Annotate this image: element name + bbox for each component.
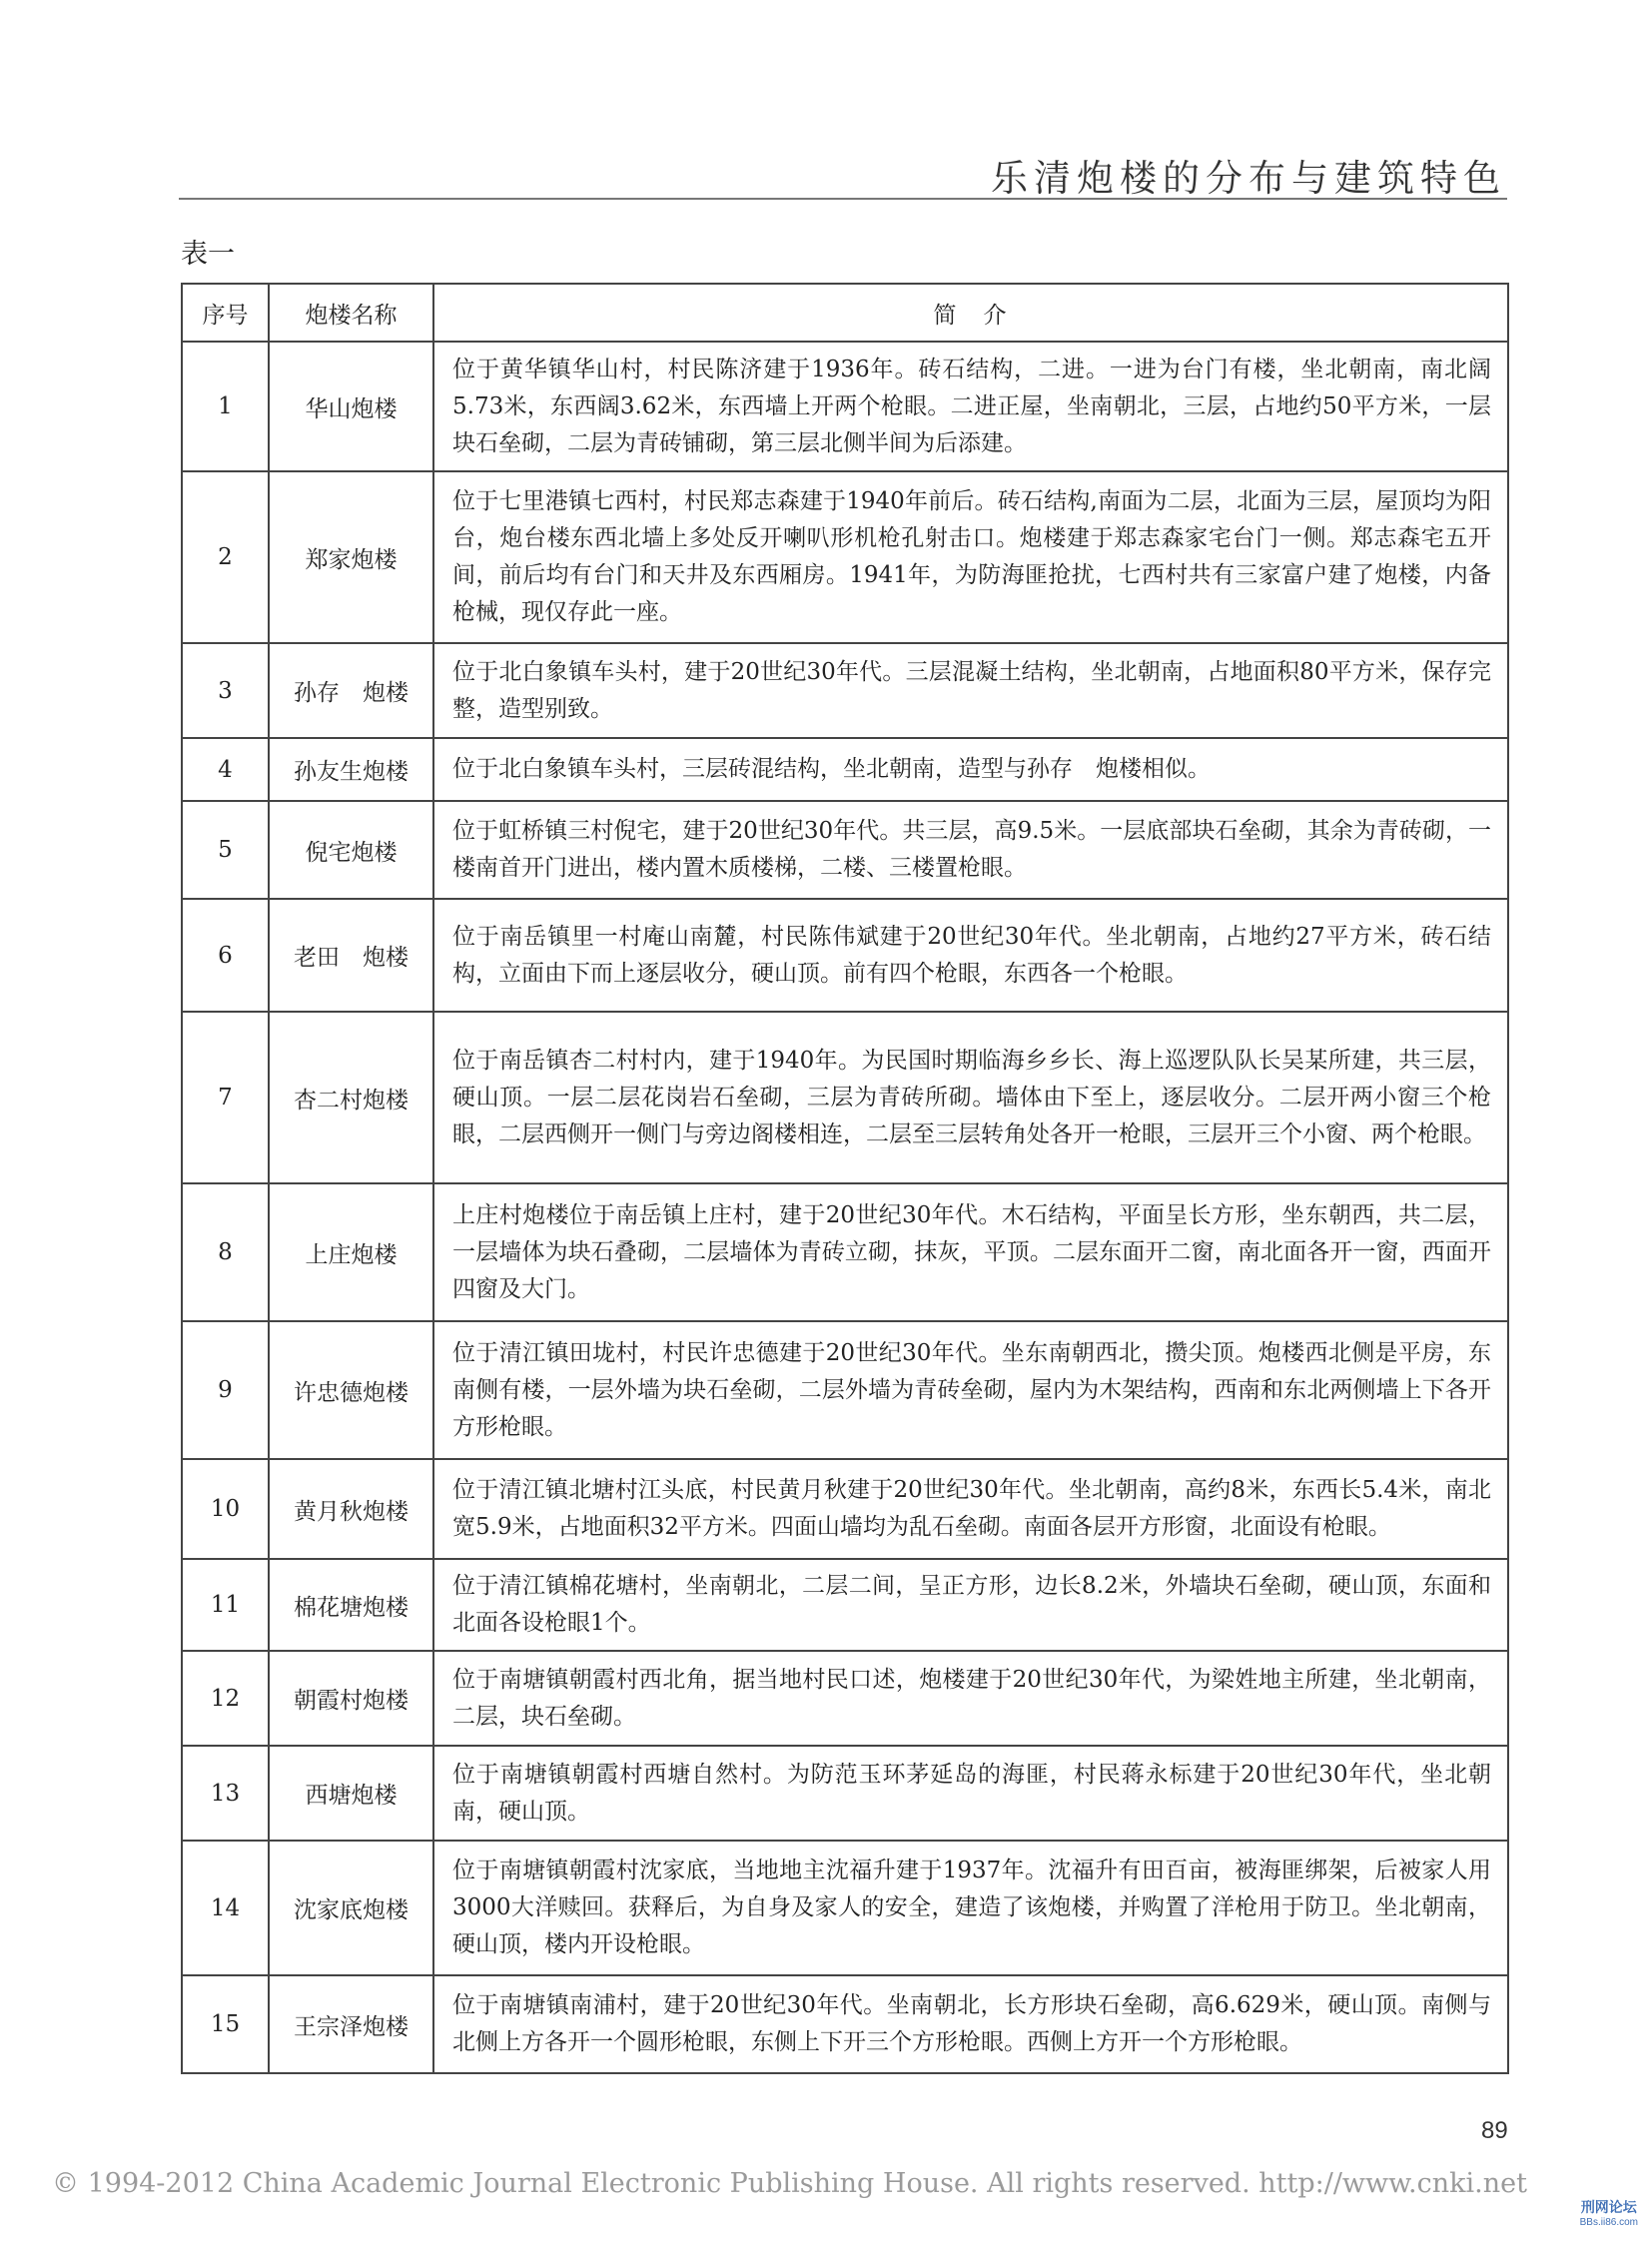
table-row (182, 1559, 1508, 1651)
table-row (182, 738, 1508, 801)
row-description: 位于南塘镇朝霞村西塘自然村。为防范玉环茅延岛的海匪，村民蒋永标建于20世纪30年代，坐北朝南，硬山顶。 (433, 1746, 1508, 1841)
row-description: 位于清江镇北塘村江头底，村民黄月秋建于20世纪30年代。坐北朝南，高约8米，东西长5.4米，南北宽5.9米，占地面积32平方米。四面山墙均为乱石垒砌。南面各层开方形窗，北面设有枪眼。 (433, 1459, 1508, 1559)
row-number: 11 (182, 1559, 269, 1651)
row-description: 位于虹桥镇三村倪宅，建于20世纪30年代。共三层，高9.5米。一层底部块石垒砌，其余为青砖砌，一楼南首开门进出，楼内置木质楼梯，二楼、三楼置枪眼。 (433, 801, 1508, 899)
row-name: 黄月秋炮楼 (269, 1459, 433, 1559)
row-name: 倪宅炮楼 (269, 801, 433, 899)
row-number: 6 (182, 899, 269, 1012)
watermark-line-2: BBs.ii86.com (1579, 2217, 1638, 2228)
row-number: 13 (182, 1746, 269, 1841)
table-row (182, 471, 1508, 643)
row-name: 华山炮楼 (269, 342, 433, 471)
row-description: 位于北白象镇车头村，三层砖混结构，坐北朝南，造型与孙存 炮楼相似。 (433, 738, 1508, 801)
paotou-table (181, 283, 1509, 2074)
table-row (182, 1183, 1508, 1321)
row-description: 位于南岳镇杏二村村内，建于1940年。为民国时期临海乡乡长、海上巡逻队队长吴某所建，共三层，硬山顶。一层二层花岗岩石垒砌，三层为青砖所砌。墙体由下至上，逐层收分。二层开两小窗三个枪眼，二层西侧开一侧门与旁边阁楼相连，二层至三层转角处各开一枪眼，三层开三个小窗、两个枪眼。 (433, 1012, 1508, 1183)
row-name: 棉花塘炮楼 (269, 1559, 433, 1651)
row-number: 9 (182, 1321, 269, 1459)
row-name: 郑家炮楼 (269, 471, 433, 643)
row-number: 3 (182, 643, 269, 738)
row-description: 位于清江镇田垅村，村民许忠德建于20世纪30年代。坐东南朝西北，攒尖顶。炮楼西北侧是平房，东南侧有楼，一层外墙为块石垒砌，二层外墙为青砖垒砌，屋内为木架结构，西南和东北两侧墙上下各开方形枪眼。 (433, 1321, 1508, 1459)
row-number: 10 (182, 1459, 269, 1559)
page-number: 89 (1481, 2117, 1508, 2144)
footer-copyright: © 1994-2012 China Academic Journal Electronic Publishing House. All rights reserved. http://www.cnki.net (52, 2168, 1527, 2199)
column-header-name: 炮楼名称 (269, 284, 433, 342)
table-row (182, 1012, 1508, 1183)
forum-watermark (1580, 2200, 1638, 2230)
table-row (182, 1651, 1508, 1746)
row-description: 上庄村炮楼位于南岳镇上庄村，建于20世纪30年代。木石结构，平面呈长方形，坐东朝西，共二层，一层墙体为块石叠砌，二层墙体为青砖立砌，抹灰，平顶。二层东面开二窗，南北面各开一窗，西面开四窗及大门。 (433, 1183, 1508, 1321)
table-caption: 表一 (181, 239, 235, 270)
row-name: 老田 炮楼 (269, 899, 433, 1012)
table-row (182, 1746, 1508, 1841)
row-name: 杏二村炮楼 (269, 1012, 433, 1183)
row-number: 14 (182, 1841, 269, 1975)
row-name: 孙友生炮楼 (269, 738, 433, 801)
row-name: 上庄炮楼 (269, 1183, 433, 1321)
header-rule (179, 198, 1507, 200)
table-row (182, 643, 1508, 738)
watermark-line-1: 刑网论坛 (1580, 2199, 1637, 2215)
running-head-title: 乐清炮楼的分布与建筑特色 (991, 157, 1506, 200)
row-description: 位于北白象镇车头村，建于20世纪30年代。三层混凝土结构，坐北朝南，占地面积80平方米，保存完整，造型别致。 (433, 643, 1508, 738)
column-header-description: 简 介 (433, 284, 1508, 342)
row-number: 12 (182, 1651, 269, 1746)
row-name: 许忠德炮楼 (269, 1321, 433, 1459)
row-name: 沈家底炮楼 (269, 1841, 433, 1975)
row-number: 1 (182, 342, 269, 471)
row-description: 位于七里港镇七西村，村民郑志森建于1940年前后。砖石结构,南面为二层，北面为三层，屋顶均为阳台，炮台楼东西北墙上多处反开喇叭形机枪孔射击口。炮楼建于郑志森家宅台门一侧。郑志森宅五开间，前后均有台门和天井及东西厢房。1941年，为防海匪抢扰，七西村共有三家富户建了炮楼，内备枪械，现仅存此一座。 (433, 471, 1508, 643)
table-header-row (182, 284, 1508, 342)
row-number: 8 (182, 1183, 269, 1321)
table-row (182, 1841, 1508, 1975)
row-name: 朝霞村炮楼 (269, 1651, 433, 1746)
table-row (182, 1321, 1508, 1459)
row-name: 西塘炮楼 (269, 1746, 433, 1841)
row-description: 位于南岳镇里一村庵山南麓，村民陈伟斌建于20世纪30年代。坐北朝南，占地约27平方米，砖石结构，立面由下而上逐层收分，硬山顶。前有四个枪眼，东西各一个枪眼。 (433, 899, 1508, 1012)
row-description: 位于清江镇棉花塘村，坐南朝北，二层二间，呈正方形，边长8.2米，外墙块石垒砌，硬山顶，东面和北面各设枪眼1个。 (433, 1559, 1508, 1651)
row-description: 位于黄华镇华山村，村民陈济建于1936年。砖石结构，二进。一进为台门有楼，坐北朝南，南北阔5.73米，东西阔3.62米，东西墙上开两个枪眼。二进正屋，坐南朝北，三层，占地约50平方米，一层块石垒砌，二层为青砖铺砌，第三层北侧半间为后添建。 (433, 342, 1508, 471)
row-description: 位于南塘镇南浦村，建于20世纪30年代。坐南朝北，长方形块石垒砌，高6.629米，硬山顶。南侧与北侧上方各开一个圆形枪眼，东侧上下开三个方形枪眼。西侧上方开一个方形枪眼。 (433, 1975, 1508, 2073)
row-number: 7 (182, 1012, 269, 1183)
table-row (182, 1975, 1508, 2073)
row-number: 2 (182, 471, 269, 643)
table-row (182, 899, 1508, 1012)
row-name: 孙存 炮楼 (269, 643, 433, 738)
row-description: 位于南塘镇朝霞村西北角，据当地村民口述，炮楼建于20世纪30年代，为梁姓地主所建，坐北朝南，二层，块石垒砌。 (433, 1651, 1508, 1746)
row-name: 王宗泽炮楼 (269, 1975, 433, 2073)
row-description: 位于南塘镇朝霞村沈家底，当地地主沈福升建于1937年。沈福升有田百亩，被海匪绑架，后被家人用3000大洋赎回。获释后，为自身及家人的安全，建造了该炮楼，并购置了洋枪用于防卫。坐北朝南，硬山顶，楼内开设枪眼。 (433, 1841, 1508, 1975)
table-row (182, 1459, 1508, 1559)
row-number: 4 (182, 738, 269, 801)
column-header-number: 序号 (182, 284, 269, 342)
table-row (182, 342, 1508, 471)
row-number: 15 (182, 1975, 269, 2073)
table-row (182, 801, 1508, 899)
row-number: 5 (182, 801, 269, 899)
